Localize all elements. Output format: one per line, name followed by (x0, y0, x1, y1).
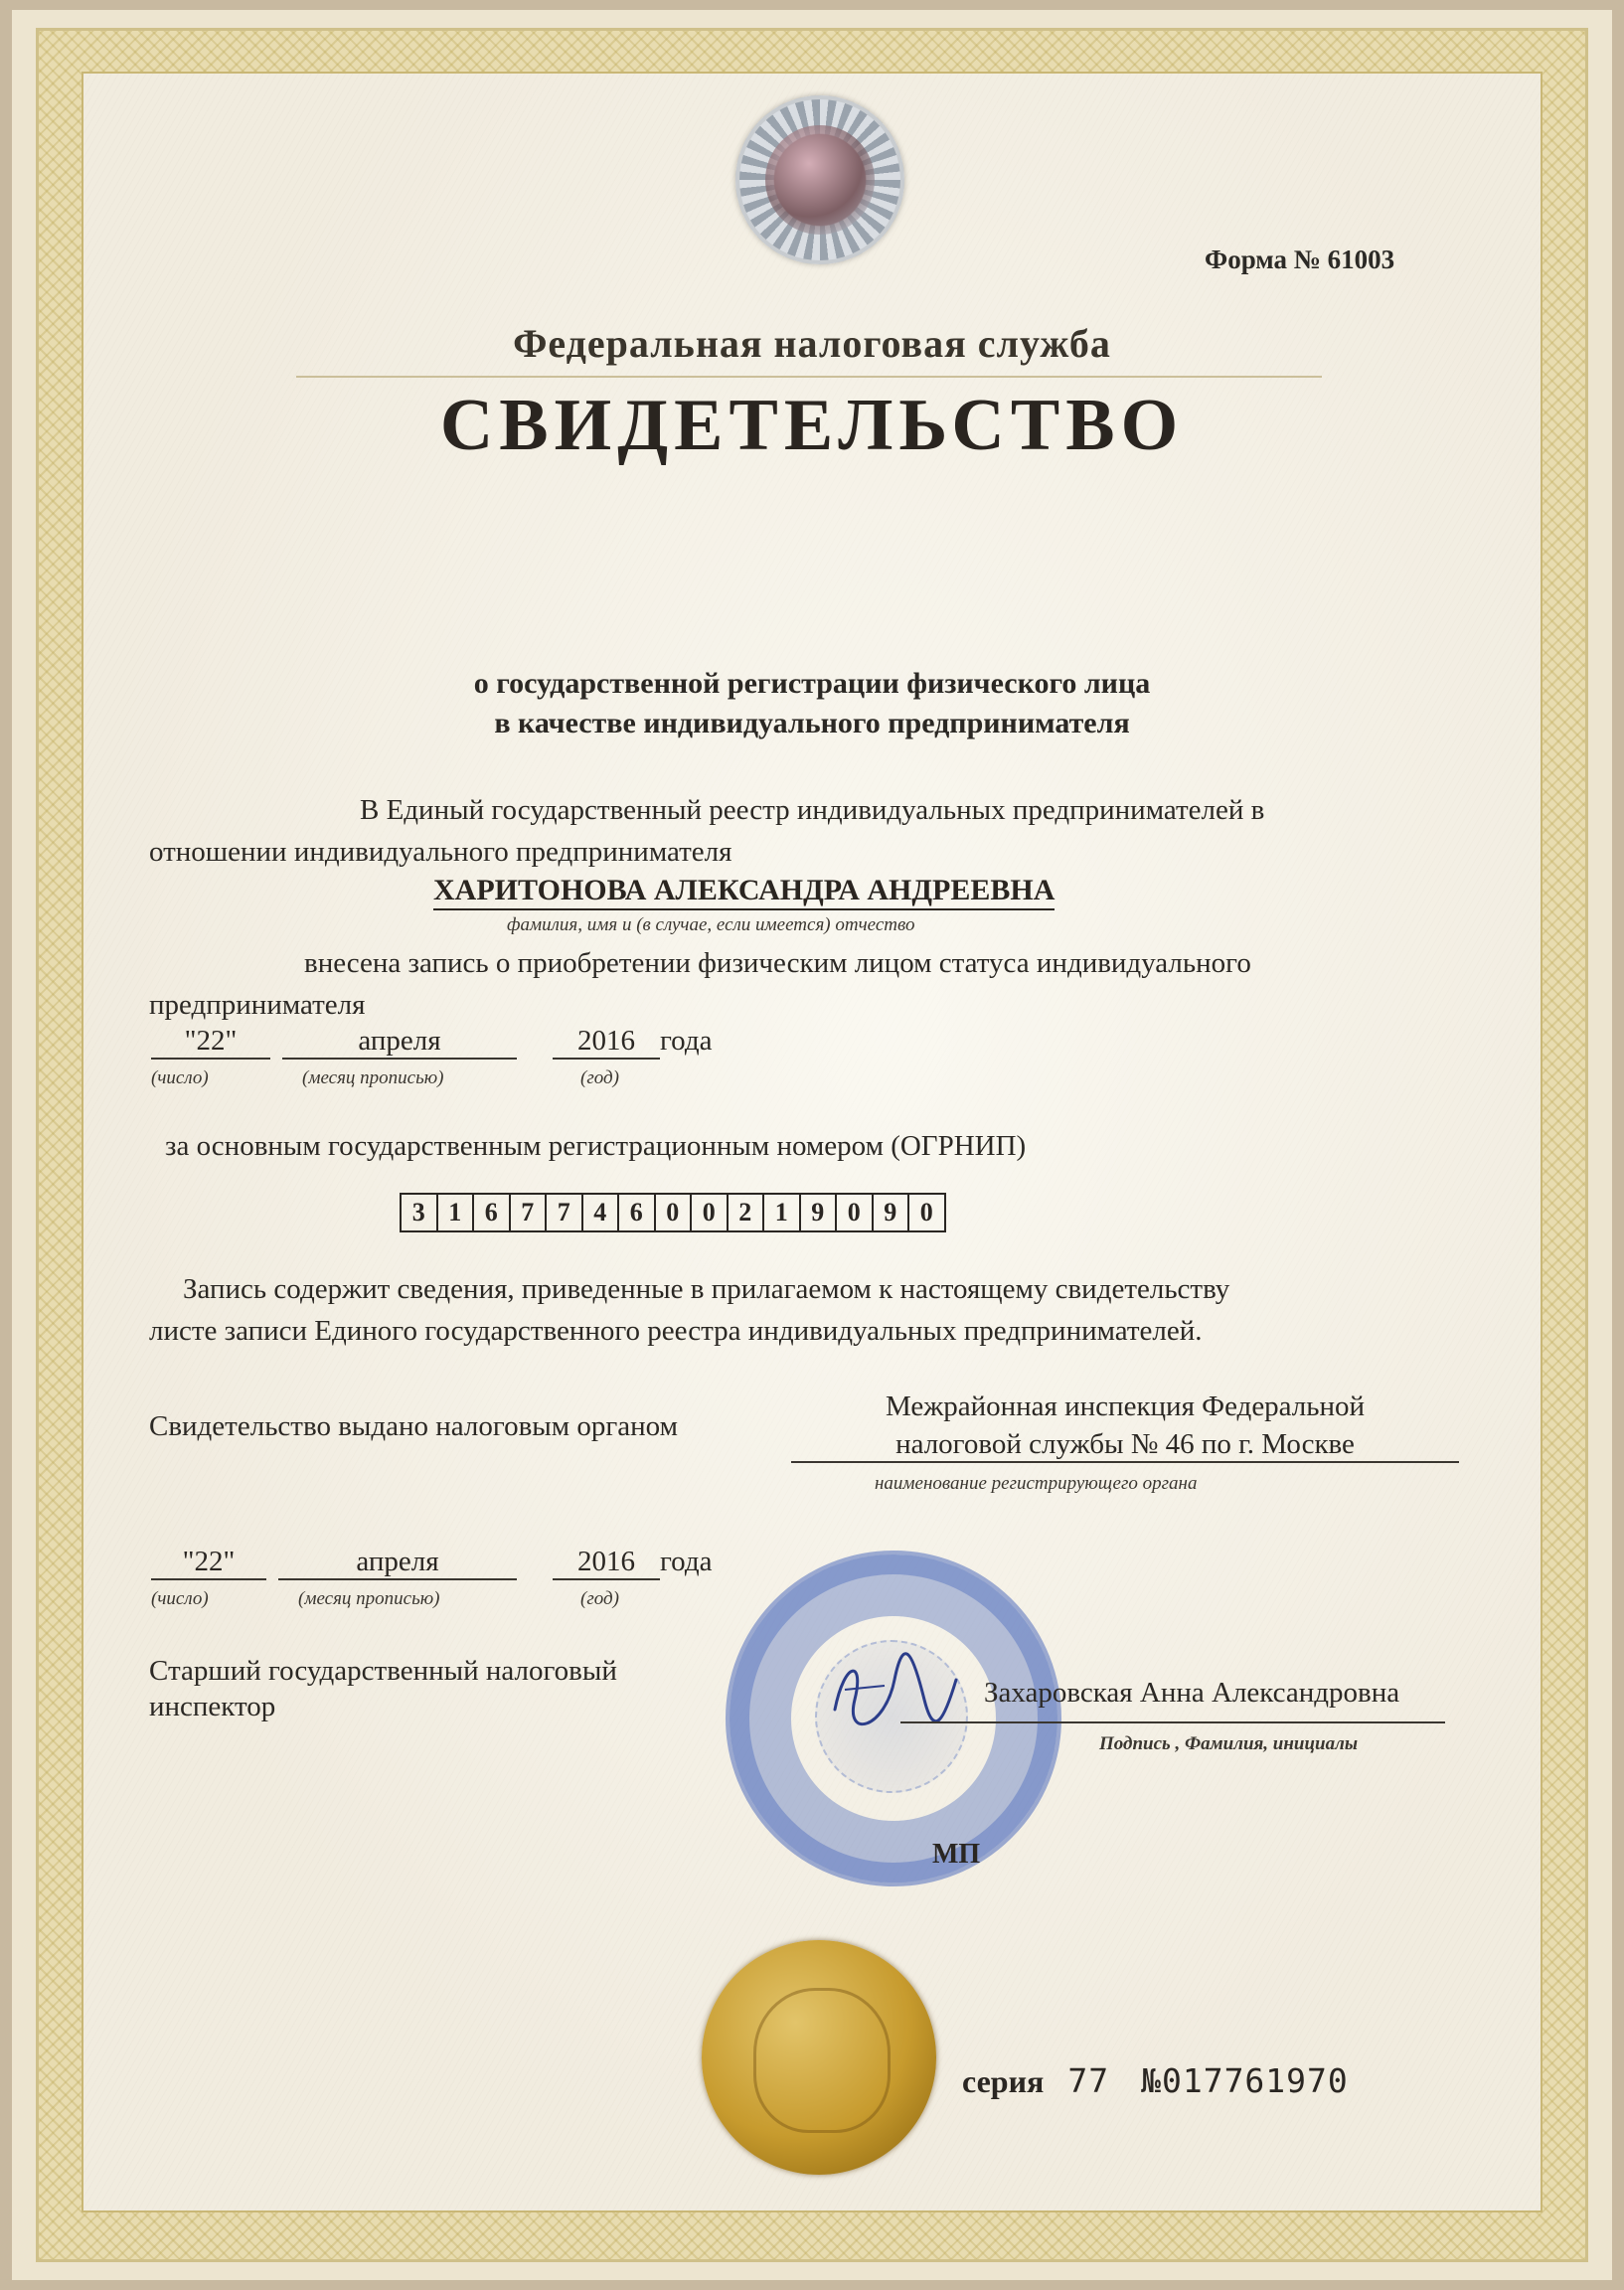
document-title: СВИДЕТЕЛЬСТВО (439, 385, 1185, 466)
gold-seal (702, 1940, 936, 2175)
position-line-1: Старший государственный налоговый (149, 1655, 617, 1687)
signatory-name: Захаровская Анна Александровна (984, 1677, 1400, 1709)
issue-day: "22" (151, 1545, 266, 1580)
agency-name: Федеральная налоговая служба (513, 321, 1111, 366)
document-number: №017761970 (1141, 2061, 1349, 2100)
ogrnip-digit: 2 (729, 1195, 765, 1230)
ogrnip-digit: 3 (402, 1195, 438, 1230)
subtitle-line-2: в качестве индивидуального предпринимателя (494, 707, 1130, 739)
registration-month-caption: (месяц прописью) (302, 1067, 444, 1088)
intro-line-1: В Единый государственный реестр индивидуальных предпринимателей в (360, 794, 1265, 826)
form-number: Форма № 61003 (1205, 245, 1395, 274)
intro-line-2: отношении индивидуального предпринимателя (149, 836, 732, 868)
ogrnip-digit: 9 (801, 1195, 838, 1230)
issuer-caption: наименование регистрирующего органа (875, 1473, 1198, 1494)
name-caption: фамилия, имя и (в случае, если имеется) отчество (507, 914, 915, 935)
hologram-emblem (735, 95, 904, 264)
issuer-line-1: Межрайонная инспекция Федеральной (885, 1390, 1366, 1422)
issued-by-label: Свидетельство выдано налоговым органом (149, 1410, 678, 1442)
ogrnip-digit: 0 (919, 1198, 933, 1227)
ogrnip-label: за основным государственным регистрационным номером (ОГРНИП) (165, 1130, 1027, 1162)
issue-year: 2016 (553, 1545, 660, 1580)
registration-day-caption: (число) (151, 1067, 209, 1088)
record-line-1: внесена запись о приобретении физическим лицом статуса индивидуального (304, 947, 1251, 979)
record-contains-line-2: листе записи Единого государственного реестра индивидуальных предпринимателей. (149, 1315, 1203, 1347)
issuer-line-2: налоговой службы № 46 по г. Москве (791, 1427, 1459, 1463)
ogrnip-digit: 0 (656, 1195, 693, 1230)
registration-month: апреля (282, 1024, 517, 1060)
signature-caption: Подпись , Фамилия, инициалы (1099, 1733, 1359, 1754)
record-contains-line-1: Запись содержит сведения, приведенные в прилагаемом к настоящему свидетельству (183, 1273, 1230, 1305)
ogrnip-number (400, 1193, 946, 1232)
issue-year-suffix: года (660, 1546, 713, 1577)
signature-scribble (825, 1650, 964, 1739)
issue-month: апреля (278, 1545, 517, 1580)
ogrnip-digit: 9 (874, 1195, 910, 1230)
ogrnip-digit: 6 (619, 1195, 656, 1230)
registration-year-suffix: года (660, 1025, 713, 1057)
ogrnip-digit: 7 (547, 1195, 583, 1230)
series-value: 77 (1067, 2061, 1110, 2100)
registration-day: "22" (151, 1024, 270, 1060)
document-subtitle (0, 664, 1624, 743)
signature-line (900, 1721, 1445, 1723)
ogrnip-digit: 4 (583, 1195, 620, 1230)
ogrnip-digit: 1 (438, 1195, 475, 1230)
subtitle-line-1: о государственной регистрации физического лица (473, 667, 1151, 700)
ogrnip-digit: 1 (764, 1195, 801, 1230)
series-number (962, 2061, 1349, 2100)
ogrnip-digit: 0 (692, 1195, 729, 1230)
entrepreneur-name: ХАРИТОНОВА АЛЕКСАНДРА АНДРЕЕВНА (433, 873, 1055, 910)
ogrnip-digit: 0 (837, 1195, 874, 1230)
issue-year-caption: (год) (580, 1588, 619, 1609)
position-line-2: инспектор (149, 1691, 276, 1722)
series-label: серия (962, 2063, 1045, 2099)
issue-month-caption: (месяц прописью) (298, 1588, 440, 1609)
title-divider (296, 376, 1322, 378)
ogrnip-digit: 6 (474, 1195, 511, 1230)
registration-year-caption: (год) (580, 1067, 619, 1088)
ogrnip-digit: 7 (511, 1195, 548, 1230)
issue-day-caption: (число) (151, 1588, 209, 1609)
record-line-2: предпринимателя (149, 989, 366, 1021)
registration-year: 2016 (553, 1024, 660, 1060)
mp-label: МП (932, 1839, 981, 1870)
